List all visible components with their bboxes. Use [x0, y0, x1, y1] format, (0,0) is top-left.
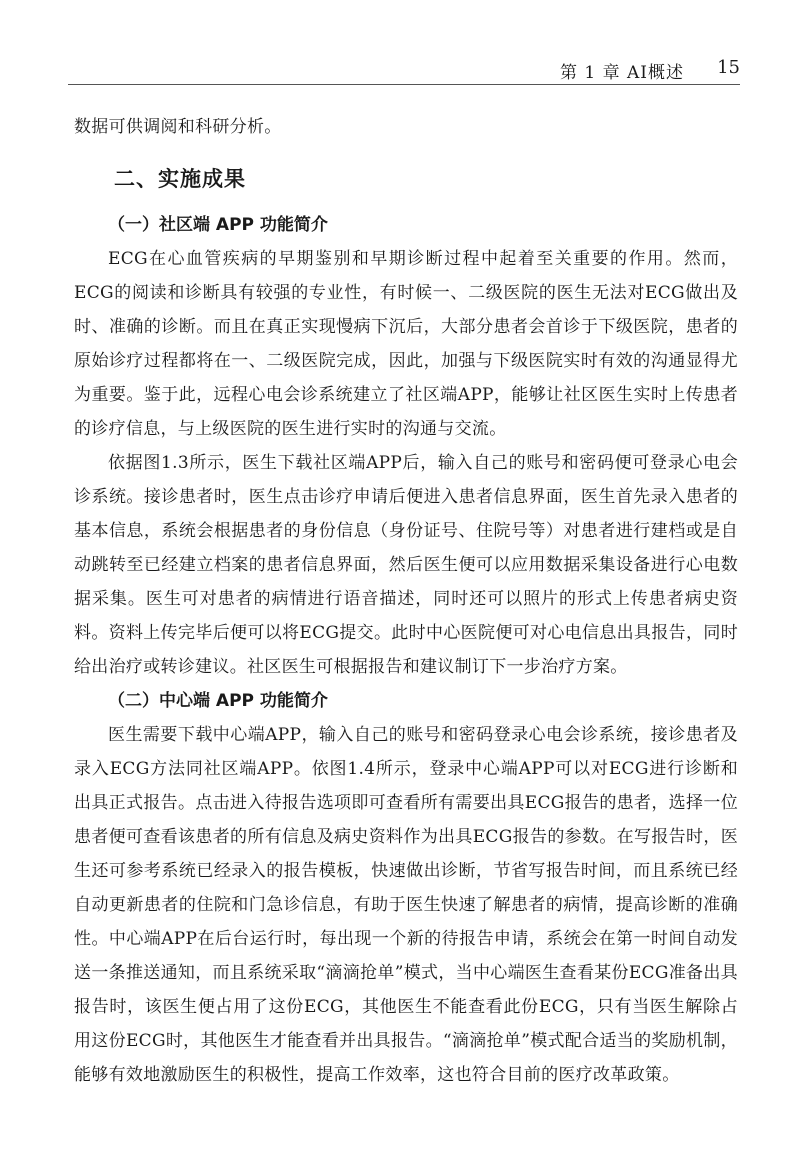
paragraph-community-app-1: ECG在心血管疾病的早期鉴别和早期诊断过程中起着至关重要的作用。然而，ECG的阅读和诊断具有较强的专业性，有时候一、二级医院的医生无法对ECG做出及时、准确的诊断。而且在真正实现慢病下沉后，大部分患者会首诊于下级医院，患者的原始诊疗过程都将在一、二级医院完成，因此，加强与下级医院实时有效的沟通显得尤为重要。鉴于此，远程心电会诊系统建立了社区端APP，能够让社区医生实时上传患者的诊疗信息，与上级医院的医生进行实时的沟通与交流。: [74, 249, 738, 439]
intro-tail-paragraph: 数据可供调阅和科研分析。: [74, 117, 282, 137]
page-body: [74, 110, 738, 1092]
chapter-title: 第 1 章 AI概述: [559, 63, 684, 83]
running-header: [68, 54, 740, 85]
subsection-heading-community-app: （一）社区端 APP 功能简介: [108, 215, 328, 235]
section-heading: 二、实施成果: [114, 167, 246, 191]
page-number: 15: [717, 57, 740, 78]
subsection-heading-center-app: （二）中心端 APP 功能简介: [108, 691, 328, 711]
paragraph-center-app-1: 医生需要下载中心端APP，输入自己的账号和密码登录心电会诊系统，接诊患者及录入ECG方法同社区端APP。依图1.4所示，登录中心端APP可以对ECG进行诊断和出具正式报告。点击进入待报告选项即可查看所有需要出具ECG报告的患者，选择一位患者便可查看该患者的所有信息及病史资料作为出具ECG报告的参数。在写报告时，医生还可参考系统已经录入的报告模板，快速做出诊断，节省写报告时间，而且系统已经自动更新患者的住院和门急诊信息，有助于医生快速了解患者的病情，提高诊断的准确性。中心端APP在后台运行时，每出现一个新的待报告申请，系统会在第一时间自动发送一条推送通知，而且系统采取“滴滴抢单”模式，当中心端医生查看某份ECG准备出具报告时，该医生便占用了这份ECG，其他医生不能查看此份ECG，只有当医生解除占用这份ECG时，其他医生才能查看并出具报告。“滴滴抢单”模式配合适当的奖励机制，能够有效地激励医生的积极性，提高工作效率，这也符合目前的医疗改革政策。: [74, 725, 738, 1085]
paragraph-community-app-2: 依据图1.3所示，医生下载社区端APP后，输入自己的账号和密码便可登录心电会诊系统。接诊患者时，医生点击诊疗申请后便进入患者信息界面，医生首先录入患者的基本信息，系统会根据患者的身份信息（身份证号、住院号等）对患者进行建档或是自动跳转至已经建立档案的患者信息界面，然后医生便可以应用数据采集设备进行心电数据采集。医生可对患者的病情进行语音描述，同时还可以照片的形式上传患者病史资料。资料上传完毕后便可以将ECG提交。此时中心医院便可对心电信息出具报告，同时给出治疗或转诊建议。社区医生可根据报告和建议制订下一步治疗方案。: [74, 453, 738, 677]
